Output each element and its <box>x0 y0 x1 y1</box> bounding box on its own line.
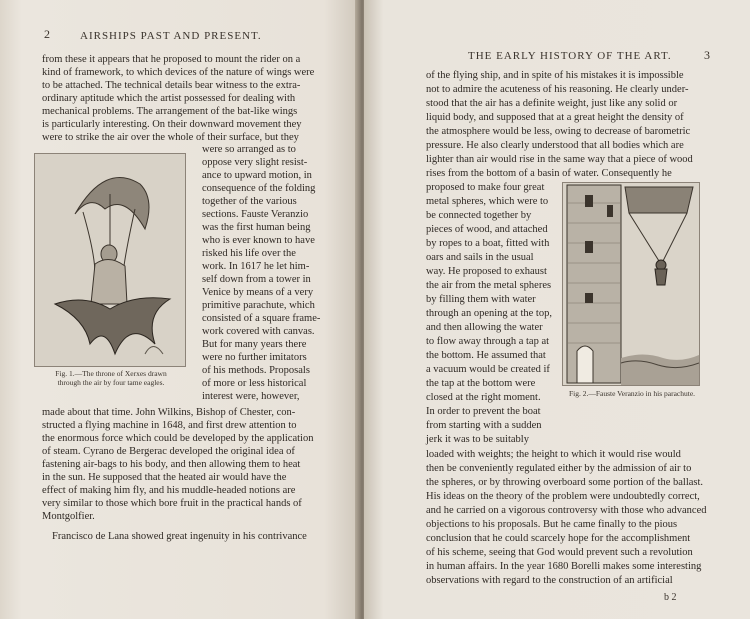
text-line: observations with regard to the construction of an artificial <box>426 575 673 586</box>
text-line: were to strike the air over the whole of their surface, but they <box>42 132 299 143</box>
left-page-number: 2 <box>44 27 50 41</box>
text-line: objections to his proposals. But he came finally to the pious <box>426 519 678 530</box>
text-line: sections. Fauste Veranzio <box>202 209 309 220</box>
text-line: be connected together by <box>426 210 532 221</box>
text-line: Francisco de Lana showed great ingenuity in his contrivance <box>52 531 307 542</box>
text-line: the bottom. He assumed that <box>426 350 546 361</box>
text-line: jerk it was to be suitably <box>426 434 529 445</box>
text-line: by ropes to a boat, fitted with <box>426 238 550 249</box>
xerxes-eagles-illustration <box>35 154 185 366</box>
right-page <box>364 0 750 619</box>
text-line: the air from the metal spheres <box>426 280 552 291</box>
right-running-head: THE EARLY HISTORY OF THE ART. <box>468 50 672 62</box>
text-line: mechanical problems. The arrangement of the bat-like wings <box>42 106 298 117</box>
text-line: from starting with a sudden <box>426 420 542 431</box>
text-line: metal spheres, which were to <box>426 196 549 207</box>
figure-2-caption: Fig. 2.—Fauste Veranzio in his parachute. <box>568 389 696 398</box>
text-line: proposed to make four great <box>426 182 545 193</box>
text-line: ance to upward motion, in <box>202 170 312 181</box>
text-line: loaded with weights; the height to which it would rise would <box>426 449 681 460</box>
text-line: consisted of a square frame- <box>202 313 321 324</box>
text-line: was the first human being <box>202 222 311 233</box>
text-line: ordinary aptitude which the artist possessed for dealing with <box>42 93 296 104</box>
text-line: is particularly interesting. On their downward movement they <box>42 119 302 130</box>
text-line: primitive parachute, which <box>202 300 315 311</box>
text-line: pieces of wood, and attached <box>426 224 548 235</box>
text-line: were no further imitators <box>202 352 307 363</box>
text-line: from these it appears that he proposed to mount the rider on a <box>42 54 301 65</box>
text-line: of his methods. Proposals <box>202 365 310 376</box>
text-line: interest were, however, <box>202 391 300 402</box>
figure-veranzio-parachute <box>562 182 700 386</box>
text-line: together of the various <box>202 196 297 207</box>
text-line: not to admire the acuteness of his reasoning. He clearly under- <box>426 84 689 95</box>
text-line: stood that the air has a definite weight, just like any solid or <box>426 98 678 109</box>
text-line: in human affairs. In the year 1680 Borelli makes some interesting <box>426 561 702 572</box>
text-line: kind of framework, to which devices of the nature of wings were <box>42 67 315 78</box>
text-line: the atmosphere would be less, owing to decrease of barometric <box>426 126 691 137</box>
text-line: in the sun. He supposed that the heated air would have the <box>42 472 287 483</box>
text-line: the tap at the bottom were <box>426 378 536 389</box>
text-line: were so arranged as to <box>202 144 296 155</box>
text-line: through an opening at the top, <box>426 308 552 319</box>
text-line: pressure. He also clearly understood that all bodies which are <box>426 140 684 151</box>
text-line: oars and sails in the usual <box>426 252 534 263</box>
text-line: oppose very slight resist- <box>202 157 308 168</box>
text-line: a vacuum would be created if <box>426 364 550 375</box>
text-line: of steam. Cyrano de Bergerac developed the original idea of <box>42 446 295 457</box>
text-line: who is ever known to have <box>202 235 315 246</box>
text-line: self down from a tower in <box>202 274 311 285</box>
text-line: Montgolfier. <box>42 511 95 522</box>
text-line: closed at the right moment. <box>426 392 541 403</box>
right-page-number: 3 <box>704 48 710 62</box>
figure-xerxes-throne <box>34 153 186 367</box>
text-line: work covered with canvas. <box>202 326 315 337</box>
text-line: of more or less historical <box>202 378 307 389</box>
figure-1-caption-line: through the air by four tame eagles. <box>57 378 165 387</box>
text-line: very similar to those which bore fruit in the practical hands of <box>42 498 302 509</box>
text-line: lighter than air would rise in the same way that a piece of wood <box>426 154 693 165</box>
text-line: fastening air-bags to his body, and then allowing them to heat <box>42 459 301 470</box>
text-line: made about that time. John Wilkins, Bishop of Chester, con- <box>42 407 296 418</box>
text-line: then be conveniently regulated either by the admission of air to <box>426 463 692 474</box>
text-line: consequence of the folding <box>202 183 316 194</box>
text-line: His ideas on the theory of the problem were undoubtedly correct, <box>426 491 700 502</box>
figure-1-caption <box>36 369 186 387</box>
figure-1-caption-line: Fig. 1.—The throne of Xerxes drawn <box>55 369 167 378</box>
text-line: But for many years there <box>202 339 307 350</box>
text-line: and then allowing the water <box>426 322 543 333</box>
text-line: the spheres, or by throwing overboard some portion of the ballast. <box>426 477 704 488</box>
text-line: to be attached. The technical details bear witness to the extra- <box>42 80 301 91</box>
parachute-tower-illustration <box>563 183 699 385</box>
text-line: In order to prevent the boat <box>426 406 541 417</box>
text-line: way. He proposed to exhaust <box>426 266 547 277</box>
text-line: and he carried on a vigorous controversy with those who advanced <box>426 505 707 516</box>
text-line: risked his life over the <box>202 248 296 259</box>
text-line: the enormous force which could be developed by the application <box>42 433 314 444</box>
text-line: liquid body, and supposed that at a great height the density of <box>426 112 684 123</box>
text-line: Venice by means of a very <box>202 287 314 298</box>
text-line: by filling them with water <box>426 294 536 305</box>
text-line: conclusion that he could scarcely hope for the accomplishment <box>426 533 691 544</box>
text-line: of the flying ship, and in spite of his mistakes it is impossible <box>426 70 684 81</box>
left-page <box>0 0 360 619</box>
left-running-head: AIRSHIPS PAST AND PRESENT. <box>80 30 262 42</box>
signature-mark: b 2 <box>664 592 677 603</box>
text-line: effect of making him fly, and his muddle-headed notions are <box>42 485 296 496</box>
text-line: rises from the bottom of a basin of water. Consequently he <box>426 168 672 179</box>
text-line: structed a flying machine in 1648, and first drew attention to <box>42 420 297 431</box>
text-line: to flow away through a tap at <box>426 336 550 347</box>
text-line: work. In 1617 he let him- <box>202 261 310 272</box>
text-line: of his scheme, seeing that God would prevent such a revolution <box>426 547 693 558</box>
